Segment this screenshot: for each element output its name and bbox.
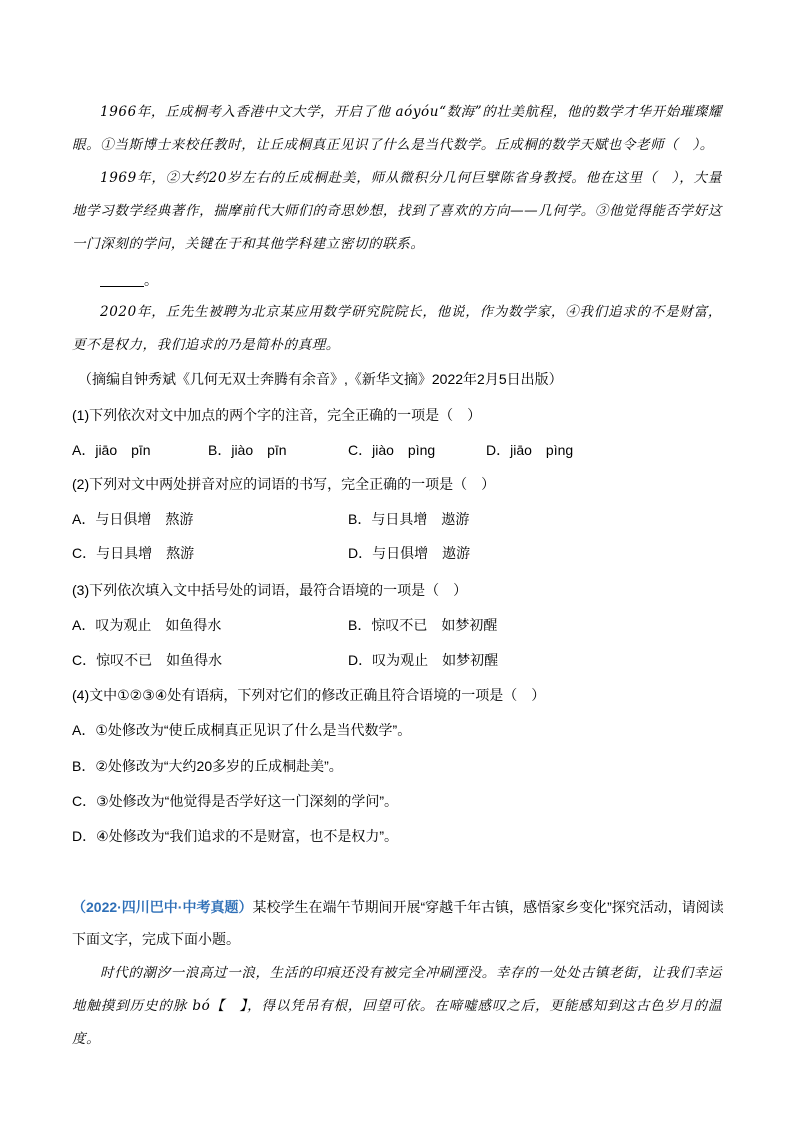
passage-source: （摘编自钟秀斌《几何无双士奔腾有余音》,《新华文摘》2022年2月5日出版） <box>78 371 563 387</box>
q4-option-d[interactable]: D．④处修改为“我们追求的不是财富，也不是权力”。 <box>72 828 398 844</box>
q1-option-a[interactable]: A．jiāo pīn <box>72 442 151 458</box>
next-passage-paragraph-1: 时代的潮汐一浪高过一浪，生活的印痕还没有被完全冲刷湮没。幸存的一处处古镇老街，让我们幸运地触摸到历史的脉 bó【 】，得以凭吊有根，回望可依。在啼嘘感叹之后，更能感知到这古色岁月的温度。 <box>72 965 722 1047</box>
q3-option-a[interactable]: A．叹为观止 如鱼得水 <box>72 617 222 633</box>
q3-option-d[interactable]: D．叹为观止 如梦初醒 <box>348 652 499 668</box>
q1-option-d[interactable]: D．jiāo pìng <box>486 442 574 458</box>
passage-paragraph-1: 1966年，丘成桐考入香港中文大学，开启了他 aóyóu“数海”的壮美航程，他的数学才华开始璀璨耀眼。①当斯博士来校任教时，让丘成桐真正见识了什么是当代数学。丘成桐的数学天赋也令老师（ ）。 <box>72 104 722 153</box>
q4-option-c[interactable]: C．③处修改为“他觉得是否学好这一门深刻的学问”。 <box>72 793 398 809</box>
q1-option-b[interactable]: B．jiào pīn <box>208 442 287 458</box>
q4-option-a[interactable]: A．①处修改为“使丘成桐真正见识了什么是当代数学”。 <box>72 722 412 738</box>
answer-blank-line <box>100 270 760 290</box>
blank-underline <box>100 272 144 287</box>
next-question-intro-line2: 下面文字，完成下面小题。 <box>72 931 240 947</box>
passage-paragraph-2: 1969年，②大约20岁左右的丘成桐赴美，师从微积分几何巨擘陈省身教授。他在这里（ ），大量地学习数学经典著作，揣摩前代大师们的奇思妙想，找到了喜欢的方向——几何学。③他觉得能否学好这一门深刻的学问，关键在于和其他学科建立密切的联系。 <box>72 170 722 252</box>
next-question-intro-text: 某校学生在端午节期间开展“穿越千年古镇，感悟家乡变化”探究活动，请阅读 <box>252 899 724 915</box>
q2-option-d[interactable]: D．与日俱增 遨游 <box>348 545 471 561</box>
passage-paragraph-4: 2020年，丘先生被聘为北京某应用数学研究院院长，他说，作为数学家，④我们追求的不是财富，更不是权力，我们追求的乃是简朴的真理。 <box>72 304 722 353</box>
question-3-stem: (3)下列依次填入文中括号处的词语，最符合语境的一项是（ ） <box>72 582 468 598</box>
q2-option-a[interactable]: A．与日俱增 熬游 <box>72 511 194 527</box>
q2-option-c[interactable]: C．与日具增 熬游 <box>72 545 195 561</box>
question-4-stem: (4)文中①②③④处有语病，下列对它们的修改正确且符合语境的一项是（ ） <box>72 687 546 703</box>
question-1-stem: (1)下列依次对文中加点的两个字的注音，完全正确的一项是（ ） <box>72 407 482 423</box>
q3-option-b[interactable]: B．惊叹不已 如梦初醒 <box>348 617 498 633</box>
exam-source-tag: （2022·四川巴中·中考真题） <box>72 899 253 915</box>
next-question-intro-line1 <box>72 897 732 917</box>
q3-option-c[interactable]: C．惊叹不已 如鱼得水 <box>72 652 223 668</box>
question-2-stem: (2)下列对文中两处拼音对应的词语的书写，完全正确的一项是（ ） <box>72 476 496 492</box>
q1-option-c[interactable]: C．jiào pìng <box>348 442 436 458</box>
blank-end-mark: 。 <box>144 272 158 288</box>
q4-option-b[interactable]: B．②处修改为“大约20多岁的丘成桐赴美”。 <box>72 758 343 774</box>
q2-option-b[interactable]: B．与日具增 遨游 <box>348 511 470 527</box>
